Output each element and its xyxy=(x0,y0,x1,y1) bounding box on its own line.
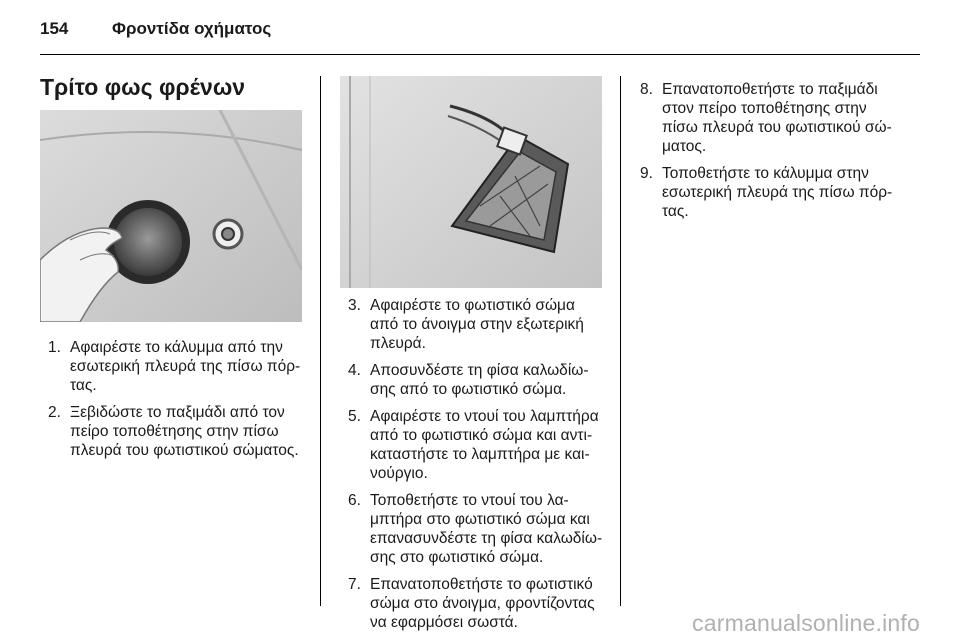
column-divider xyxy=(620,76,621,606)
list-item: 3. Αφαιρέστε το φωτιστικό σώμα από το άνοιγμα στην εξωτερική πλευρά. xyxy=(348,297,584,352)
watermark: carmanualsonline.info xyxy=(692,610,920,636)
illustration-remove-cover xyxy=(40,110,302,322)
list-item: 1. Αφαιρέστε το κάλυμμα από την εσωτερική πλευρά της πίσω πόρ-τας. xyxy=(48,339,301,394)
list-item: 8. Επανατοποθετήστε το παξιμάδι στον πείρο τοποθέτησης στην πίσω πλευρά του φωτιστικού σώ-ματος. xyxy=(640,81,892,155)
steps-list-1 xyxy=(48,338,303,468)
chapter-title: Φροντίδα οχήματος xyxy=(112,19,272,38)
page-number: 154 xyxy=(40,19,69,38)
list-item: 5. Αφαιρέστε το ντουί του λαμπτήρα από το φωτιστικό σώμα και αντι-καταστήστε το λαμπτήρα με και-νούργιο. xyxy=(348,408,599,482)
list-item: 6. Τοποθετήστε το ντουί του λα-μπτήρα στο φωτιστικό σώμα και επανασυνδέστε τη φίσα καλωδίω-σης στο φωτιστικό σώμα. xyxy=(348,492,603,566)
page-header xyxy=(40,14,271,44)
steps-list-3 xyxy=(640,80,904,229)
header-rule xyxy=(40,54,920,55)
list-item: 7. Επανατοποθετήστε το φωτιστικό σώμα στο άνοιγμα, φροντίζοντας να εφαρμόσει σωστά. xyxy=(348,576,595,631)
list-item: 4. Αποσυνδέστε τη φίσα καλωδίω-σης από το φωτιστικό σώμα. xyxy=(348,362,589,398)
illustration-lamp-housing xyxy=(340,76,602,288)
column-divider xyxy=(320,76,321,606)
section-title: Τρίτο φως φρένων xyxy=(40,74,246,100)
steps-list-2 xyxy=(348,296,606,640)
list-item: 9. Τοποθετήστε το κάλυμμα στην εσωτερική πλευρά της πίσω πόρ-τας. xyxy=(640,165,893,220)
list-item: 2. Ξεβιδώστε το παξιμάδι από τον πείρο τοποθέτησης στην πίσω πλευρά του φωτιστικού σώματος. xyxy=(48,404,299,459)
